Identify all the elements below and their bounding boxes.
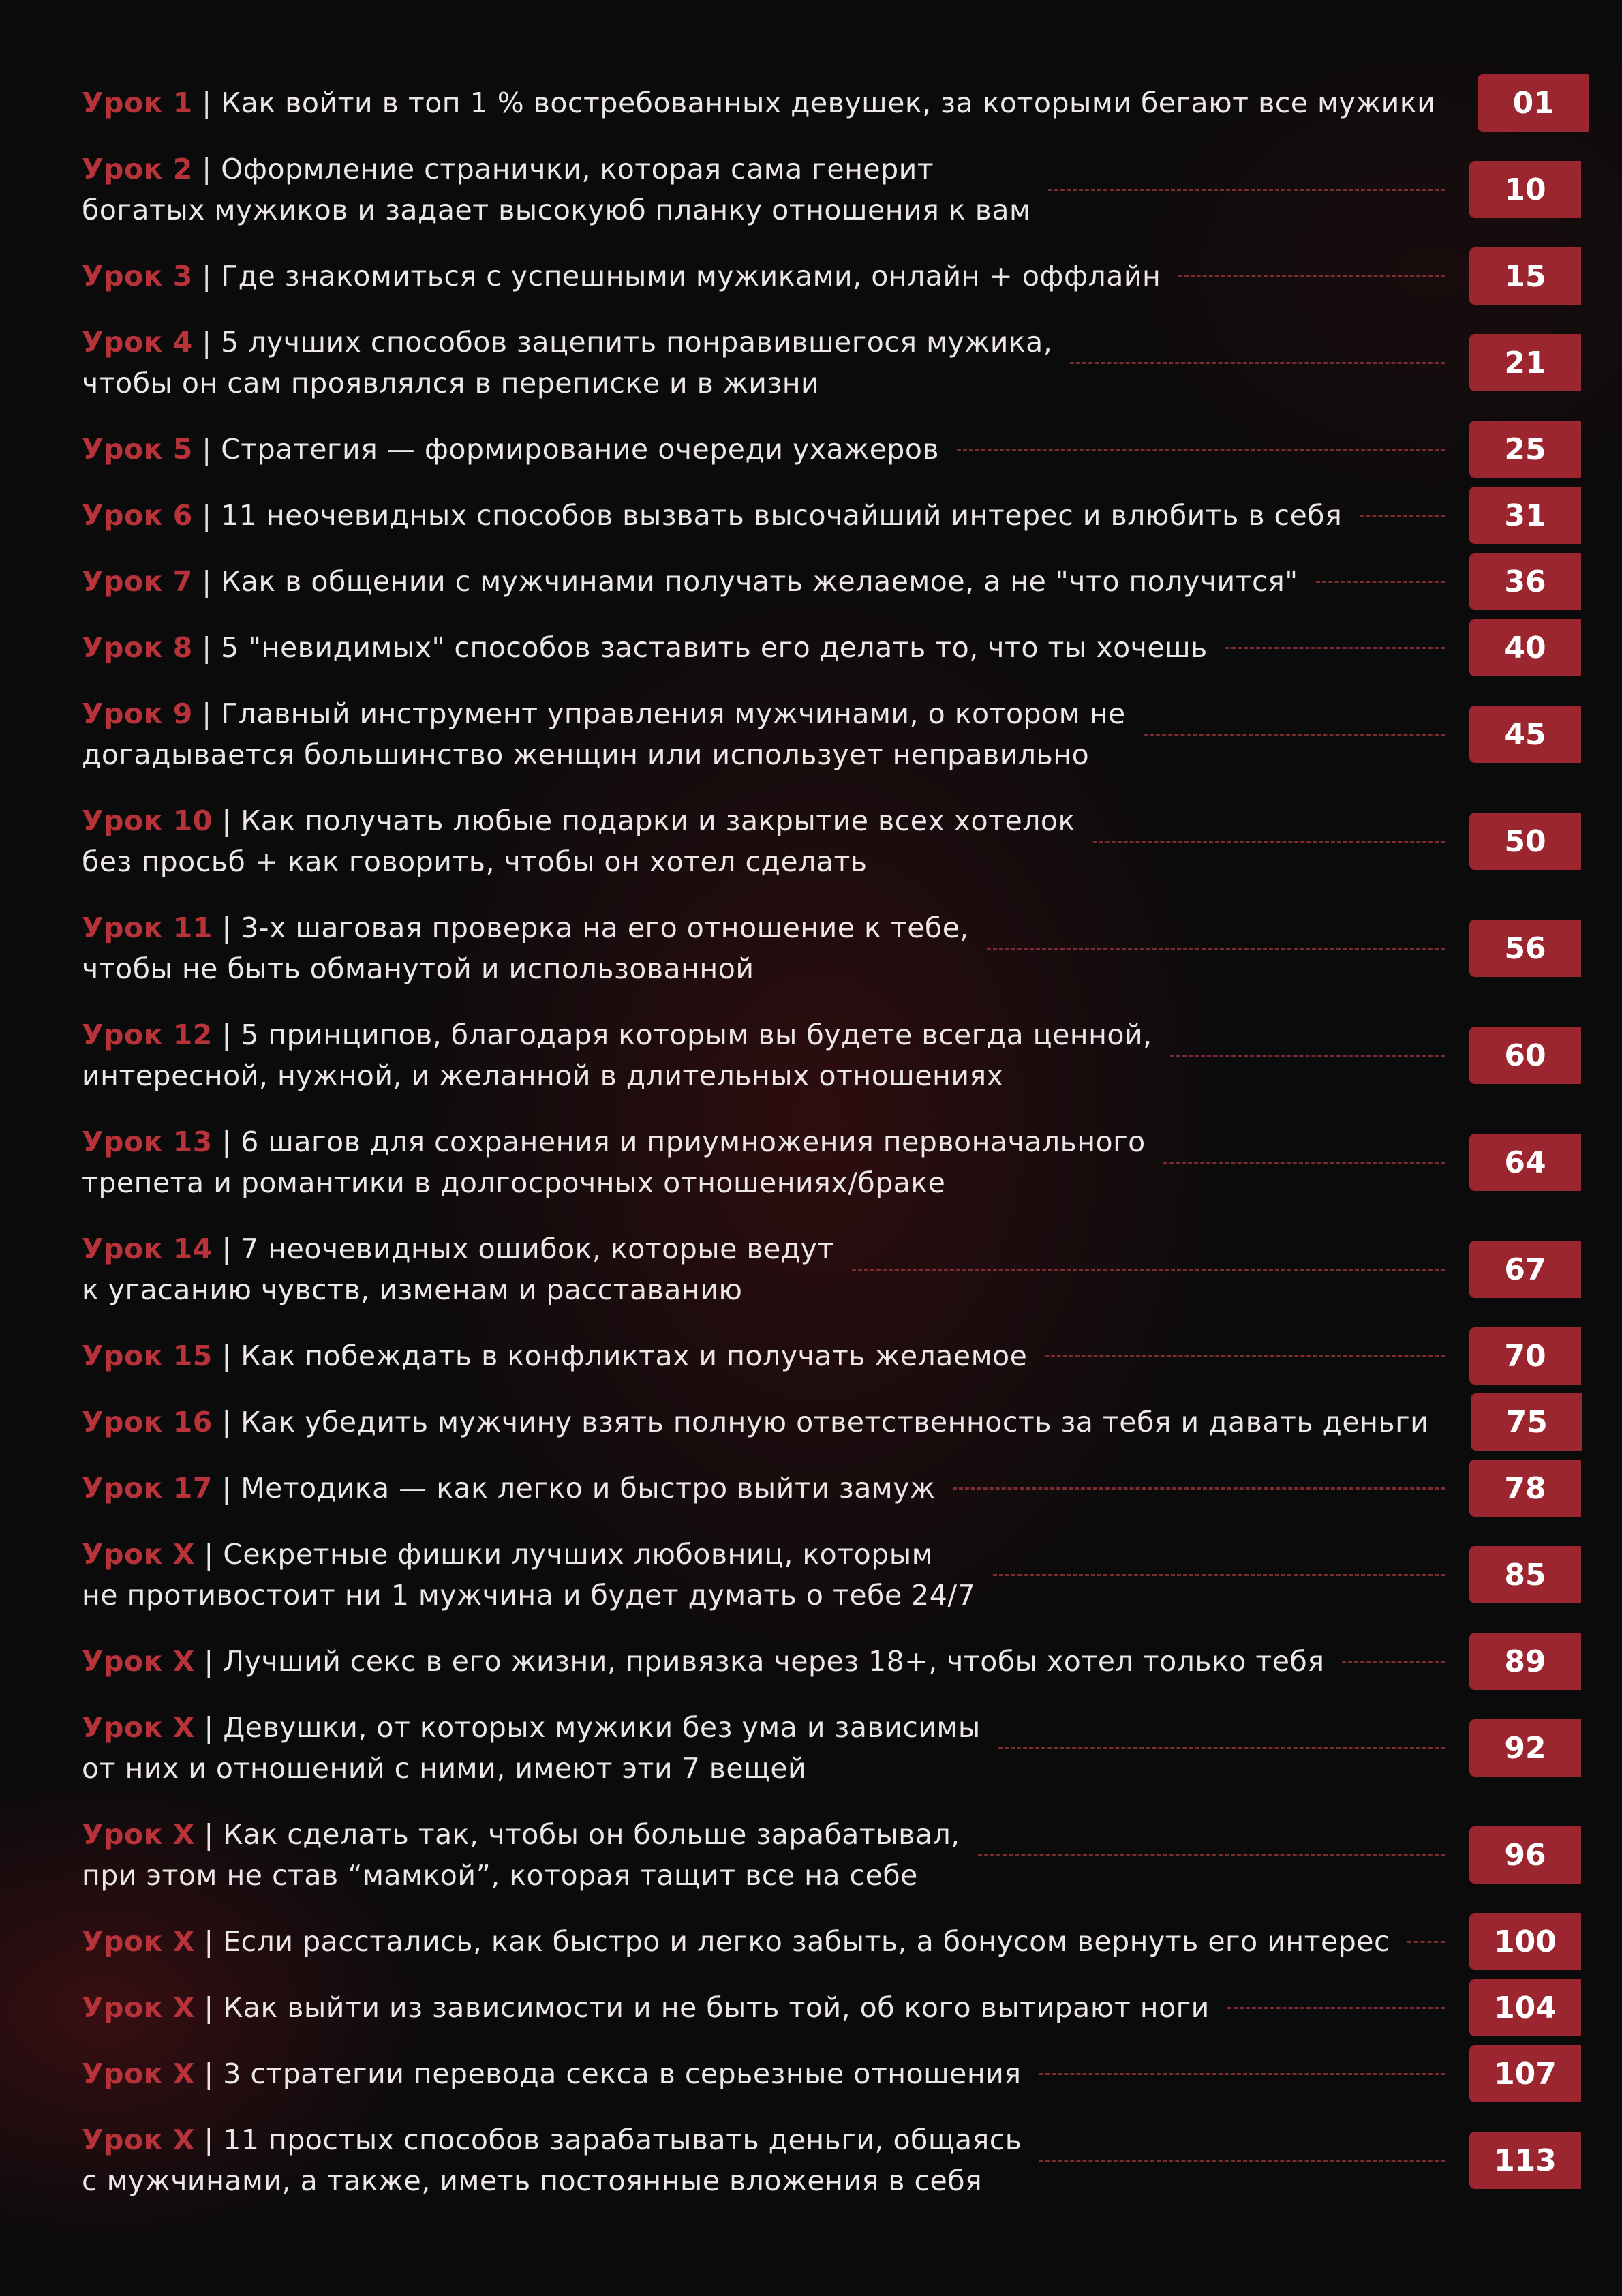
toc-entry-line	[82, 1014, 1152, 1055]
page-number-badge: 36	[1469, 553, 1581, 610]
lesson-description: 11 неочевидных способов вызвать высочайший интерес и влюбить в себя	[221, 499, 1343, 532]
dotted-leader	[1227, 2007, 1445, 2009]
toc-entry-line	[82, 1534, 975, 1575]
toc-entry-line	[82, 1707, 981, 1748]
toc-row[interactable]	[82, 1704, 1581, 1792]
lesson-description: 5 принципов, благодаря которым вы будете всегда ценной,	[241, 1018, 1152, 1051]
page-number-badge: 96	[1469, 1826, 1581, 1884]
toc-row[interactable]	[82, 1332, 1581, 1380]
toc-entry-title	[82, 1121, 1146, 1203]
toc-entry-title	[82, 495, 1342, 536]
toc-entry-title	[82, 693, 1126, 775]
dotted-leader	[1070, 362, 1445, 364]
lesson-label: Урок 8	[82, 631, 193, 664]
lesson-label: Урок 12	[82, 1018, 213, 1051]
toc-entry-line	[82, 627, 1208, 668]
lesson-label: Урок X	[82, 1711, 195, 1744]
lesson-label: Урок 16	[82, 1406, 213, 1438]
toc-entry-line	[82, 1269, 834, 1310]
lesson-label: Урок 11	[82, 911, 213, 944]
separator: |	[194, 1645, 224, 1678]
toc-entry-title	[82, 800, 1075, 882]
toc-entry-title	[82, 1987, 1210, 2028]
lesson-description: Методика — как легко и быстро выйти замуж	[241, 1472, 936, 1505]
separator: |	[194, 1538, 224, 1571]
toc-entry-line	[82, 149, 1030, 190]
lesson-description: Лучший секс в его жизни, привязка через 18+, чтобы хотел только тебя	[223, 1645, 1325, 1678]
toc-entry-title	[82, 907, 969, 989]
dotted-leader	[1360, 515, 1445, 517]
page-number-badge: 85	[1469, 1546, 1581, 1603]
separator: |	[212, 1340, 241, 1372]
lesson-description: к угасанию чувств, изменам и расставанию	[82, 1273, 743, 1306]
lesson-description: 5 лучших способов зацепить понравившегося мужика,	[221, 326, 1053, 359]
lesson-label: Урок 10	[82, 804, 213, 837]
page-number-badge: 25	[1469, 421, 1581, 478]
toc-entry-title	[82, 1641, 1324, 1682]
toc-entry-line	[82, 190, 1030, 230]
lesson-description: Стратегия — формирование очереди ухажеров	[221, 433, 940, 466]
separator: |	[192, 260, 221, 292]
dotted-leader	[1170, 1055, 1445, 1057]
toc-row[interactable]	[82, 492, 1581, 539]
dotted-leader	[978, 1854, 1445, 1856]
page-number-badge: 40	[1469, 619, 1581, 676]
lesson-description: при этом не став “мамкой”, которая тащит все на себе	[82, 1859, 918, 1892]
dotted-leader	[1163, 1162, 1445, 1164]
page-number-badge: 104	[1469, 1979, 1581, 2036]
toc-entry-line	[82, 1921, 1390, 1962]
toc-entry-line	[82, 1748, 981, 1789]
page-number-badge: 15	[1469, 247, 1581, 305]
lesson-label: Урок X	[82, 1645, 195, 1678]
lesson-label: Урок 14	[82, 1233, 213, 1265]
toc-row[interactable]	[82, 797, 1581, 886]
toc-row[interactable]	[82, 904, 1581, 993]
toc-entry-title	[82, 149, 1030, 230]
page-number-badge: 67	[1469, 1241, 1581, 1298]
toc-entry-title	[82, 1335, 1027, 1376]
dotted-leader	[852, 1269, 1445, 1271]
lesson-description: Как получать любые подарки и закрытие всех хотелок	[241, 804, 1075, 837]
separator: |	[194, 2057, 224, 2090]
lesson-label: Урок 7	[82, 565, 193, 598]
separator: |	[194, 1925, 224, 1958]
toc-entry-title	[82, 561, 1298, 602]
page-number-badge: 78	[1469, 1460, 1581, 1517]
page-number-badge: 45	[1469, 706, 1581, 763]
separator: |	[194, 1991, 224, 2024]
page-number-badge: 01	[1478, 74, 1589, 132]
page-number-badge: 21	[1469, 334, 1581, 391]
dotted-leader	[1039, 2073, 1445, 2075]
toc-entry-line	[82, 2053, 1022, 2094]
separator: |	[212, 1126, 241, 1158]
lesson-label: Урок 5	[82, 433, 193, 466]
toc-entry-title	[82, 2119, 1022, 2201]
toc-entry-line	[82, 1055, 1152, 1096]
toc-entry-line	[82, 1121, 1146, 1162]
page-number-badge: 56	[1469, 920, 1581, 977]
toc-entry-line	[82, 1575, 975, 1616]
page-number-badge: 100	[1469, 1913, 1581, 1970]
separator: |	[212, 1233, 241, 1265]
lesson-description: Девушки, от которых мужики без ума и зависимы	[223, 1711, 981, 1744]
separator: |	[192, 565, 221, 598]
toc-row[interactable]	[82, 1918, 1581, 1965]
page-number-badge: 107	[1469, 2045, 1581, 2102]
dotted-leader	[1093, 841, 1445, 843]
toc-row[interactable]	[82, 2050, 1581, 2098]
lesson-description: 7 неочевидных ошибок, которые ведут	[241, 1233, 834, 1265]
toc-entry-title	[82, 1228, 834, 1310]
lesson-description: Как выйти из зависимости и не быть той, об кого вытирают ноги	[223, 1991, 1210, 2024]
lesson-description: 11 простых способов зарабатывать деньги, общаясь	[223, 2124, 1022, 2156]
toc-entry-line	[82, 907, 969, 948]
toc-row[interactable]	[82, 690, 1581, 779]
dotted-leader	[1342, 1661, 1445, 1663]
lesson-label: Урок X	[82, 1991, 195, 2024]
lesson-label: Урок 15	[82, 1340, 213, 1372]
lesson-description: от них и отношений с ними, имеют эти 7 вещей	[82, 1752, 807, 1785]
toc-row[interactable]	[82, 558, 1581, 605]
lesson-description: 6 шагов для сохранения и приумножения первоначального	[241, 1126, 1146, 1158]
dotted-leader	[1048, 189, 1445, 191]
separator: |	[212, 1406, 241, 1438]
lesson-label: Урок 6	[82, 499, 193, 532]
toc-row[interactable]	[82, 1984, 1581, 2031]
page-number-badge: 50	[1469, 813, 1581, 870]
toc-entry-line	[82, 495, 1342, 536]
toc-entry-line	[82, 948, 969, 989]
toc-entry-line	[82, 256, 1161, 297]
toc-row[interactable]	[82, 1398, 1581, 1446]
toc-row[interactable]	[82, 1811, 1581, 1899]
toc-entry-line	[82, 800, 1075, 841]
lesson-description: богатых мужиков и задает высокуюб планку отношения к вам	[82, 194, 1031, 226]
lesson-description: чтобы он сам проявлялся в переписке и в жизни	[82, 367, 820, 399]
toc-entry-line	[82, 1228, 834, 1269]
toc-row[interactable]	[82, 624, 1581, 671]
lesson-description: Оформление странички, которая сама генерит	[221, 153, 934, 185]
toc-entry-line	[82, 429, 939, 470]
lesson-description: Секретные фишки лучших любовниц, которым	[223, 1538, 934, 1571]
toc-entry-title	[82, 627, 1208, 668]
toc-entry-line	[82, 322, 1052, 363]
dotted-leader	[1225, 647, 1445, 649]
separator: |	[192, 326, 221, 359]
lesson-description: Где знакомиться с успешными мужиками, онлайн + оффлайн	[221, 260, 1161, 292]
lesson-label: Урок X	[82, 2057, 195, 2090]
toc-entry-title	[82, 1402, 1428, 1442]
separator: |	[192, 153, 221, 185]
toc-row[interactable]	[82, 1637, 1581, 1685]
lesson-label: Урок X	[82, 1818, 195, 1851]
dotted-leader	[1407, 1941, 1445, 1943]
toc-entry-title	[82, 429, 939, 470]
toc-entry-title	[82, 82, 1435, 123]
toc-entry-title	[82, 1921, 1390, 1962]
lesson-description: Как сделать так, чтобы он больше зарабатывал,	[223, 1818, 960, 1851]
dotted-leader	[998, 1747, 1445, 1749]
lesson-description: догадывается большинство женщин или использует неправильно	[82, 738, 1090, 771]
page-number-badge: 113	[1469, 2132, 1581, 2189]
lesson-description: 3-х шаговая проверка на его отношение к тебе,	[241, 911, 969, 944]
toc-entry-line	[82, 693, 1126, 734]
toc-entry-title	[82, 256, 1161, 297]
toc-entry-title	[82, 1014, 1152, 1096]
toc-row[interactable]	[82, 1118, 1581, 1207]
lesson-label: Урок 3	[82, 260, 193, 292]
lesson-description: без просьб + как говорить, чтобы он хотел сделать	[82, 845, 868, 878]
toc-entry-line	[82, 2119, 1022, 2160]
lesson-description: 5 "невидимых" способов заставить его делать то, что ты хочешь	[221, 631, 1208, 664]
dotted-leader	[1045, 1355, 1445, 1357]
toc-entry-title	[82, 2053, 1022, 2094]
page-number-badge: 31	[1469, 487, 1581, 544]
separator: |	[192, 87, 221, 119]
lesson-description: не противостоит ни 1 мужчина и будет думать о тебе 24/7	[82, 1579, 976, 1612]
toc-entry-line	[82, 1402, 1428, 1442]
toc-row[interactable]	[82, 1225, 1581, 1314]
lesson-description: интересной, нужной, и желанной в длительных отношениях	[82, 1059, 1004, 1092]
lesson-description: Главный инструмент управления мужчинами, о котором не	[221, 697, 1126, 730]
toc-row[interactable]	[82, 425, 1581, 473]
dotted-leader	[1178, 275, 1445, 277]
lesson-description: с мужчинами, а также, иметь постоянные вложения в себя	[82, 2164, 983, 2197]
separator: |	[192, 499, 221, 532]
page-number-badge: 75	[1471, 1393, 1582, 1451]
toc-entry-title	[82, 322, 1052, 404]
toc-entry-line	[82, 2160, 1022, 2201]
toc-entry-line	[82, 82, 1435, 123]
lesson-label: Урок 4	[82, 326, 193, 359]
dotted-leader	[1144, 734, 1445, 736]
dotted-leader	[993, 1574, 1445, 1576]
lesson-label: Урок 17	[82, 1472, 213, 1505]
page-number-badge: 89	[1469, 1633, 1581, 1690]
page-number-badge: 60	[1469, 1027, 1581, 1084]
lesson-label: Урок 13	[82, 1126, 213, 1158]
toc-row[interactable]	[82, 2116, 1581, 2205]
separator: |	[192, 433, 221, 466]
lesson-label: Урок X	[82, 1925, 195, 1958]
separator: |	[212, 1018, 241, 1051]
toc-entry-line	[82, 1814, 960, 1855]
lesson-label: Урок 9	[82, 697, 193, 730]
lesson-label: Урок X	[82, 1538, 195, 1571]
page-number-badge: 70	[1469, 1327, 1581, 1385]
toc-entry-line	[82, 841, 1075, 882]
lesson-description: Если расстались, как быстро и легко забыть, а бонусом вернуть его интерес	[223, 1925, 1390, 1958]
dotted-leader	[957, 449, 1445, 451]
lesson-description: Как побеждать в конфликтах и получать желаемое	[241, 1340, 1028, 1372]
toc-entry-line	[82, 1987, 1210, 2028]
toc-entry-line	[82, 1468, 935, 1509]
separator: |	[212, 1472, 241, 1505]
dotted-leader	[1039, 2160, 1445, 2162]
page-number-badge: 10	[1469, 161, 1581, 218]
toc-entry-title	[82, 1534, 975, 1616]
separator: |	[212, 804, 241, 837]
toc-entry-line	[82, 1335, 1027, 1376]
toc-entry-line	[82, 1855, 960, 1896]
toc-row[interactable]	[82, 252, 1581, 300]
toc-entry-line	[82, 363, 1052, 404]
lesson-description: 3 стратегии перевода секса в серьезные отношения	[223, 2057, 1022, 2090]
lesson-label: Урок 2	[82, 153, 193, 185]
separator: |	[212, 911, 241, 944]
separator: |	[192, 697, 221, 730]
toc-entry-line	[82, 1162, 1146, 1203]
dotted-leader	[953, 1487, 1445, 1490]
separator: |	[192, 631, 221, 664]
toc-row[interactable]	[82, 1530, 1581, 1619]
page-number-badge: 64	[1469, 1134, 1581, 1191]
toc-entry-title	[82, 1707, 981, 1789]
lesson-description: трепета и романтики в долгосрочных отношениях/браке	[82, 1166, 946, 1199]
page-number-badge: 92	[1469, 1719, 1581, 1777]
toc-row[interactable]	[82, 318, 1581, 407]
toc-entry-line	[82, 561, 1298, 602]
toc-row[interactable]	[82, 145, 1581, 234]
separator: |	[194, 1711, 224, 1744]
toc-entry-line	[82, 734, 1126, 775]
lesson-description: Как в общении с мужчинами получать желаемое, а не "что получится"	[221, 565, 1298, 598]
toc-entry-title	[82, 1468, 935, 1509]
separator: |	[194, 2124, 224, 2156]
lesson-label: Урок X	[82, 2124, 195, 2156]
lesson-label: Урок 1	[82, 87, 193, 119]
toc-row[interactable]	[82, 79, 1581, 127]
lesson-description: чтобы не быть обманутой и использованной	[82, 952, 754, 985]
dotted-leader	[987, 948, 1445, 950]
dotted-leader	[1316, 581, 1445, 583]
toc-entry-line	[82, 1641, 1324, 1682]
lesson-description: Как войти в топ 1 % востребованных девушек, за которыми бегают все мужики	[221, 87, 1436, 119]
toc-row[interactable]	[82, 1464, 1581, 1512]
lesson-description: Как убедить мужчину взять полную ответственность за тебя и давать деньги	[241, 1406, 1429, 1438]
toc-entry-title	[82, 1814, 960, 1896]
separator: |	[194, 1818, 224, 1851]
toc-row[interactable]	[82, 1011, 1581, 1100]
